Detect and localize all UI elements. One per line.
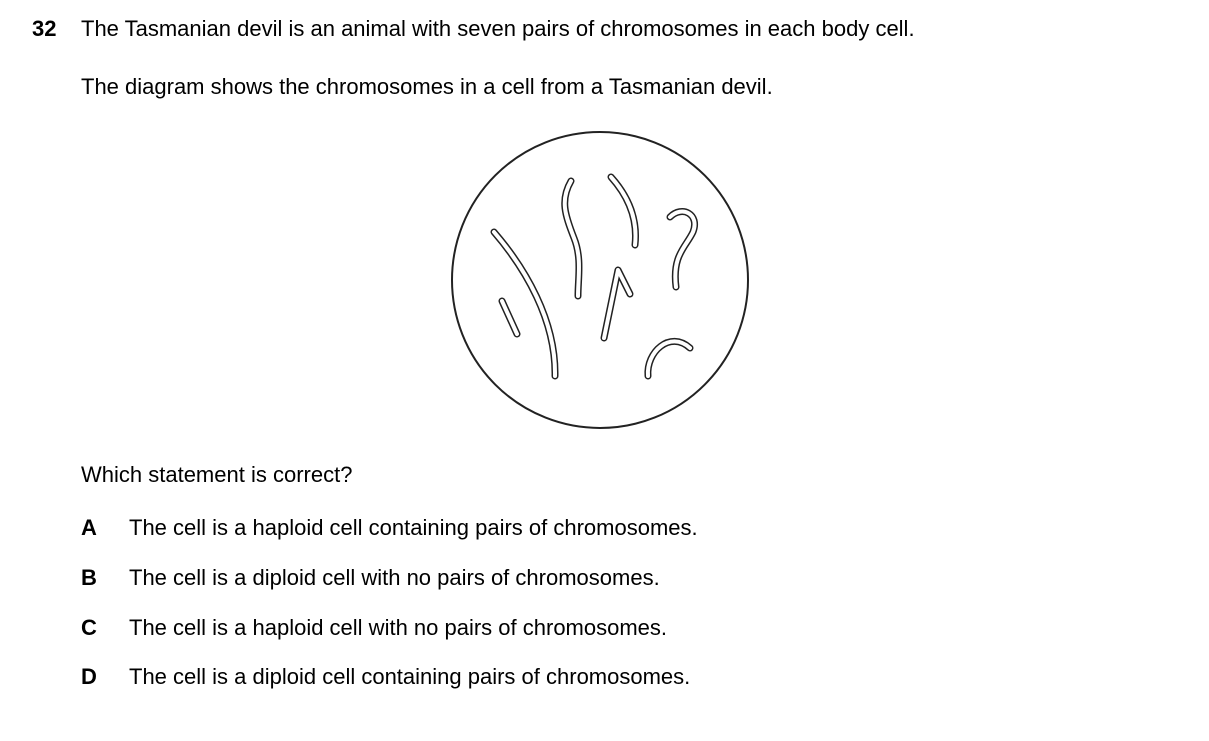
option-d[interactable] (81, 664, 690, 690)
option-text: The cell is a diploid cell with no pairs of chromosomes. (129, 565, 660, 590)
option-a[interactable] (81, 515, 698, 541)
option-text: The cell is a haploid cell with no pairs of chromosomes. (129, 615, 668, 640)
chromosome-small-arc (648, 341, 690, 376)
question-prompt: Which statement is correct? (81, 462, 353, 487)
option-letter: D (81, 664, 97, 689)
question-number: 32 (32, 16, 57, 41)
question-stem-line-2: The diagram shows the chromosomes in a cell from a Tasmanian devil. (81, 74, 773, 99)
option-c[interactable] (81, 615, 667, 641)
cell-diagram (448, 128, 752, 432)
option-text: The cell is a haploid cell containing pairs of chromosomes. (129, 515, 698, 540)
option-letter: A (81, 515, 97, 540)
cell-membrane (452, 132, 748, 428)
option-text: The cell is a diploid cell containing pairs of chromosomes. (129, 664, 691, 689)
option-letter: B (81, 565, 97, 590)
option-b[interactable] (81, 565, 660, 591)
option-letter: C (81, 615, 97, 640)
question-stem-line-1: The Tasmanian devil is an animal with seven pairs of chromosomes in each body cell. (81, 16, 915, 41)
